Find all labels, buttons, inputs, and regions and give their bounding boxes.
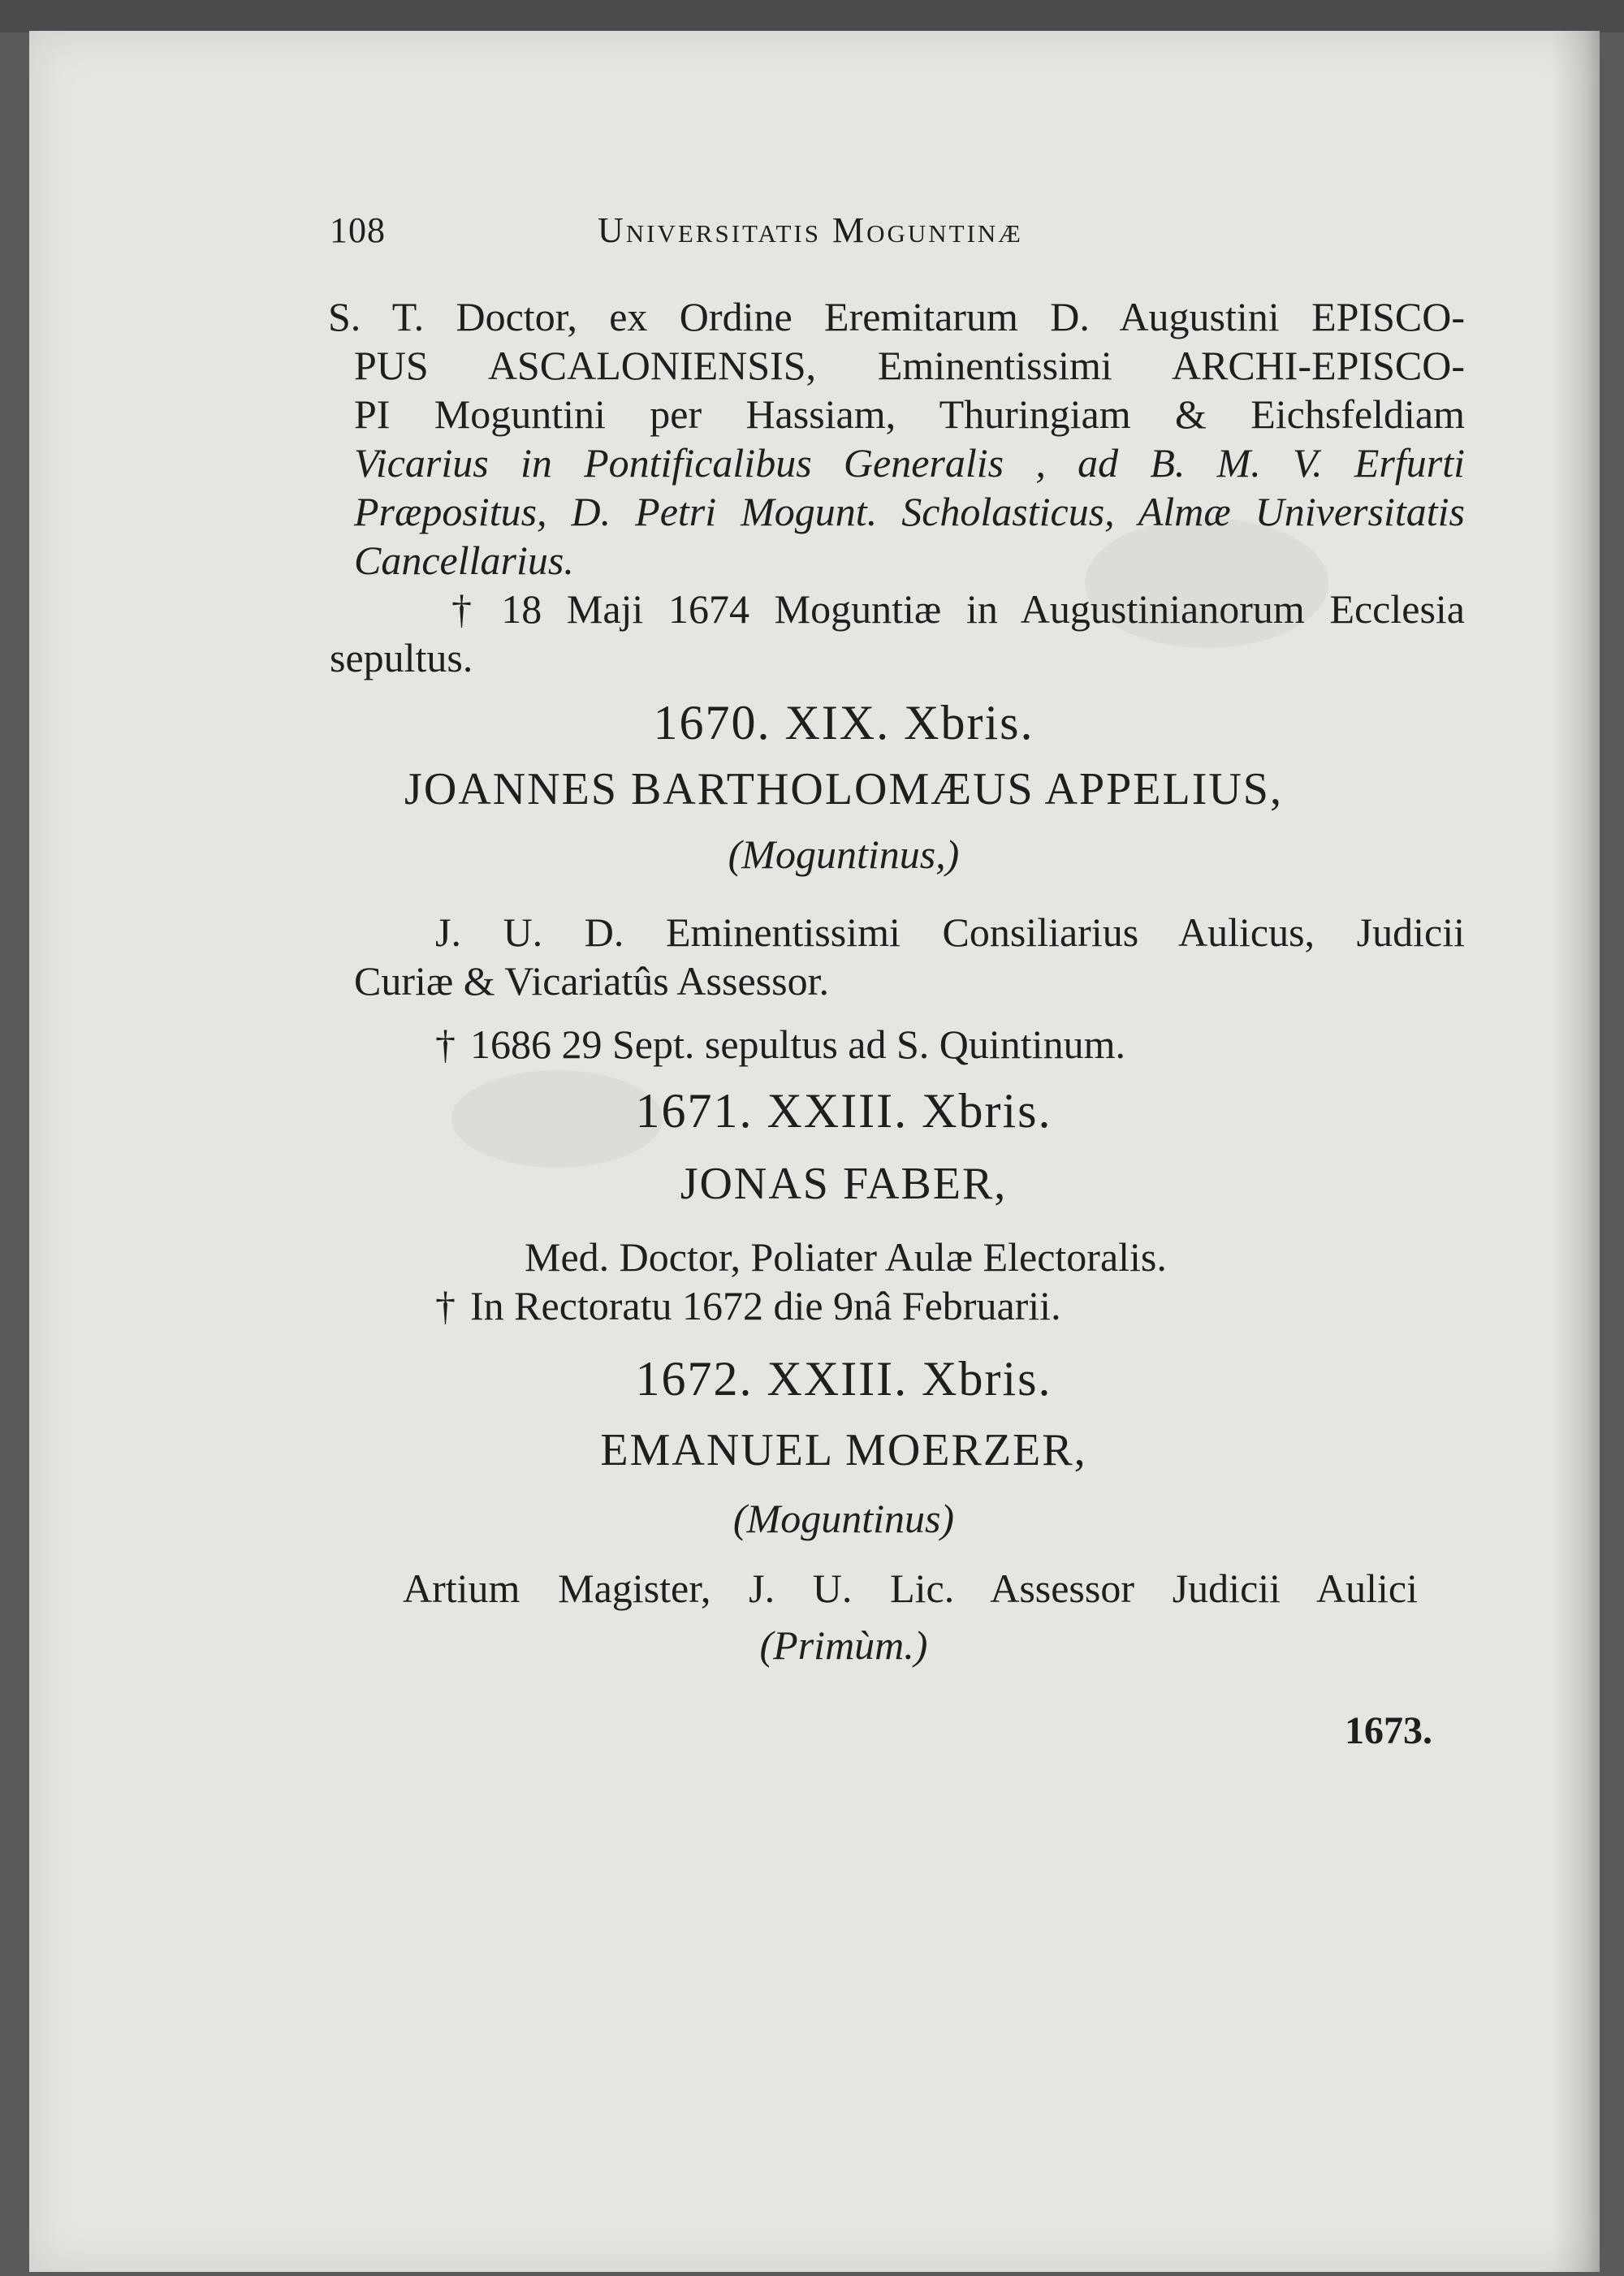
text-line: Vicarius in Pontificalibus Generalis , ad B. M. V. Erfurti [354,440,1465,486]
matriculation-date: 1672. XXIII. Xbris. [635,1352,1052,1406]
book-page [29,31,1600,2272]
death-text: 18 Maji 1674 Moguntiæ in Augustinianorum Ecclesia [501,586,1465,632]
person-title: Med. Doctor, Poliater Aulæ Electoralis. [525,1234,1167,1280]
person-origin: (Moguntinus) [732,1496,955,1541]
page-header [330,209,1466,266]
person-title: J. U. D. Eminentissimi Consiliarius Aulicus, Judicii [435,909,1465,955]
person-name: EMANUEL MOERZER, [600,1425,1087,1475]
dagger-icon: † [435,1283,456,1328]
death-note [435,1020,1125,1069]
text-line: PI Moguntini per Hassiam, Thuringiam & Eichsfeldiam [354,391,1465,437]
scan-background [0,0,1624,32]
dagger-icon: † [435,1021,456,1067]
text-line: sepultus. [330,635,473,680]
matriculation-date: 1670. XIX. Xbris. [653,696,1034,749]
person-title: (Primùm.) [759,1622,928,1668]
person-title: Artium Magister, J. U. Lic. Assessor Judicii Aulici [403,1566,1418,1611]
running-head: Universitatis Moguntinæ [598,210,1023,250]
page-number: 108 [330,210,386,250]
person-name: JONAS FABER, [680,1159,1008,1209]
death-text: In Rectoratu 1672 die 9nâ Februarii. [470,1283,1061,1328]
text-line: Præpositus, D. Petri Mogunt. Scholasticus, Almæ Universitatis [354,489,1465,534]
matriculation-date: 1671. XXIII. Xbris. [635,1084,1052,1138]
dagger-icon: † [451,586,487,632]
death-text: 1686 29 Sept. sepultus ad S. Quintinum. [470,1021,1125,1067]
text-line: PUS ASCALONIENSIS, Eminentissimi ARCHI-EPISCO- [354,343,1465,388]
catchword: 1673. [1345,1709,1432,1752]
text-line: Cancellarius. [354,538,574,583]
death-note [451,585,1465,633]
person-name: JOANNES BARTHOLOMÆUS APPELIUS, [404,764,1283,814]
page-content [29,31,1600,2272]
text-line: S. T. Doctor, ex Ordine Eremitarum D. Augustini EPISCO- [328,294,1465,339]
person-origin: (Moguntinus,) [728,831,960,877]
person-title: Curiæ & Vicariatûs Assessor. [354,958,829,1004]
death-note [435,1281,1061,1330]
